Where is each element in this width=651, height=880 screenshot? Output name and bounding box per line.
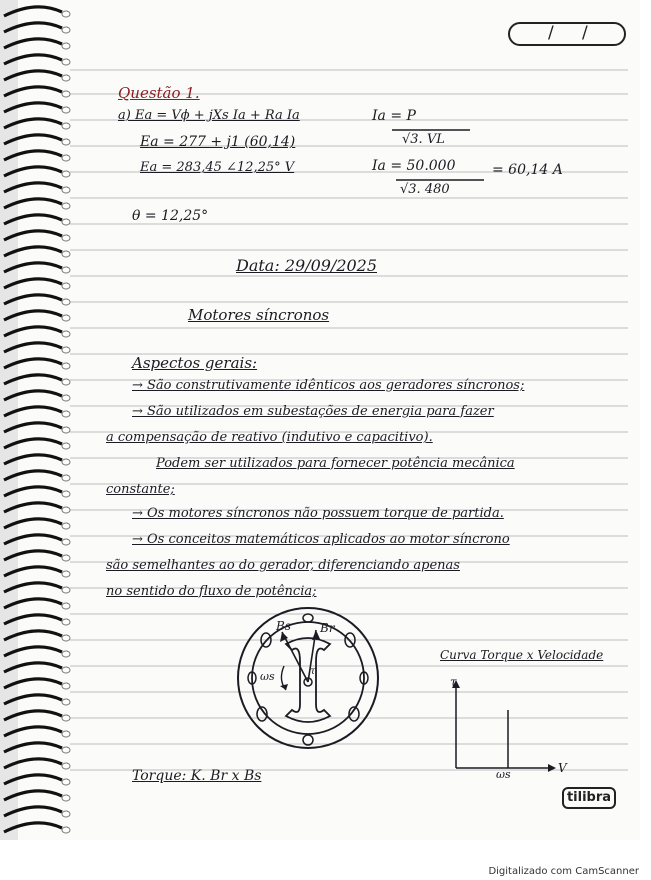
binding-hole — [62, 475, 70, 481]
binding-hole — [62, 11, 70, 17]
binding-hole — [62, 747, 70, 753]
br-arrowhead — [312, 630, 320, 640]
note-line: → Os motores síncronos não possuem torque de partida. — [132, 506, 504, 521]
note-line: → São construtivamente idênticos aos geradores síncronos; — [132, 378, 525, 393]
torque-speed-graph — [440, 672, 580, 782]
binding-hole — [62, 91, 70, 97]
binding-hole — [62, 123, 70, 129]
curve-title: Curva Torque x Velocidade — [440, 648, 604, 662]
binding-hole — [62, 427, 70, 433]
current-value-numerator: Ia = 50.000 — [372, 158, 456, 174]
binding-hole — [62, 635, 70, 641]
subject-heading: Motores síncronos — [188, 306, 330, 324]
motor-diagram — [236, 606, 386, 756]
binding-hole — [62, 331, 70, 337]
binding-hole — [62, 539, 70, 545]
torque-formula: Torque: K. Br x Bs — [132, 768, 262, 784]
current-value-result: = 60,14 A — [492, 162, 563, 178]
binding-hole — [62, 75, 70, 81]
binding-hole — [62, 731, 70, 737]
binding-hole — [62, 811, 70, 817]
binding-hole — [62, 267, 70, 273]
binding-hole — [62, 683, 70, 689]
binding-hole — [62, 315, 70, 321]
graph-y-label: τ — [450, 675, 457, 689]
binding-hole — [62, 43, 70, 49]
brand-logo: tilibra — [562, 787, 616, 809]
binding-hole — [62, 395, 70, 401]
tau-label: τ — [310, 666, 316, 677]
current-formula-denominator: √3. VL — [402, 132, 445, 147]
binding-hole — [62, 491, 70, 497]
binding-hole — [62, 187, 70, 193]
binding-hole — [62, 347, 70, 353]
binding-hole — [62, 411, 70, 417]
scanner-footer: Digitalizado com CamScanner — [488, 866, 639, 877]
binding-hole — [62, 107, 70, 113]
note-line: constante; — [106, 482, 175, 497]
binding-hole — [62, 59, 70, 65]
date-box — [508, 22, 626, 46]
binding-hole — [62, 699, 70, 705]
x-axis-arrowhead — [548, 764, 556, 772]
binding-hole — [62, 555, 70, 561]
note-line: no sentido do fluxo de potência; — [106, 584, 317, 599]
binding-hole — [62, 619, 70, 625]
equation-line: a) Ea = Vϕ + jXs Ia + Ra Ia — [118, 108, 300, 123]
binding-hole — [62, 251, 70, 257]
binding-hole — [62, 779, 70, 785]
note-line: → São utilizados em subestações de energia para fazer — [132, 404, 494, 419]
current-value-denominator: √3. 480 — [400, 182, 450, 197]
binding-hole — [62, 651, 70, 657]
ws-label: ωs — [260, 670, 275, 683]
section-heading: Aspectos gerais: — [132, 354, 258, 372]
binding-hole — [62, 667, 70, 673]
binding-hole — [62, 235, 70, 241]
binding-hole — [62, 203, 70, 209]
equation-line: Ea = 283,45 ∠12,25° V — [140, 160, 295, 175]
binding-hole — [62, 795, 70, 801]
binding-hole — [62, 379, 70, 385]
note-line: → Os conceitos matemáticos aplicados ao motor síncrono — [132, 532, 510, 547]
equation-line: Ea = 277 + j1 (60,14) — [140, 134, 296, 150]
binding-hole — [62, 763, 70, 769]
binding-hole — [62, 571, 70, 577]
current-formula-numerator: Ia = P — [372, 108, 416, 124]
note-line: Podem ser utilizados para fornecer potência mecânica — [156, 456, 515, 471]
binding-hole — [62, 363, 70, 369]
question-title: Questão 1. — [118, 84, 200, 102]
br-label: Br — [320, 621, 335, 635]
angle-result: θ = 12,25° — [132, 208, 209, 224]
graph-x-label: V — [558, 761, 567, 775]
binding-hole — [62, 155, 70, 161]
binding-hole — [62, 715, 70, 721]
binding-hole — [62, 283, 70, 289]
binding-hole — [62, 507, 70, 513]
binding-hole — [62, 27, 70, 33]
date-separator: / — [582, 23, 588, 43]
binding-hole — [62, 587, 70, 593]
rotation-arrowhead — [280, 684, 288, 690]
date-separator: / — [548, 23, 554, 43]
binding-hole — [62, 827, 70, 833]
binding-hole — [62, 171, 70, 177]
binding-hole — [62, 523, 70, 529]
bs-label: Bs — [276, 619, 291, 633]
binding-hole — [62, 443, 70, 449]
binding-hole — [62, 219, 70, 225]
binding-hole — [62, 139, 70, 145]
note-line: a compensação de reativo (indutivo e capacitivo). — [106, 430, 433, 445]
binding-hole — [62, 299, 70, 305]
binding-hole — [62, 603, 70, 609]
graph-x-mark: ωs — [496, 768, 511, 781]
date-heading: Data: 29/09/2025 — [236, 256, 378, 275]
note-line: são semelhantes ao do gerador, diferenciando apenas — [106, 558, 460, 573]
binding-hole — [62, 459, 70, 465]
spiral-binding — [0, 0, 80, 840]
